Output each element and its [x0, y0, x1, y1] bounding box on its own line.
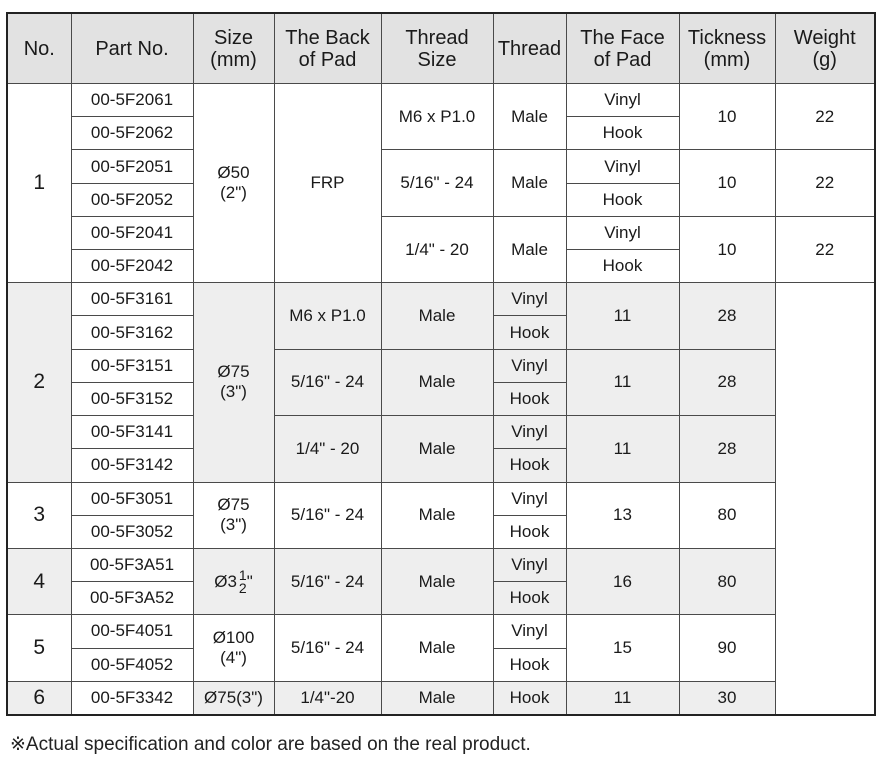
weight-cell: 22: [775, 216, 875, 282]
weight-cell: 22: [775, 84, 875, 150]
table-row: [7, 349, 875, 382]
size-cell: [193, 615, 274, 681]
face-of-pad-cell: Vinyl: [566, 216, 679, 249]
table-row: [7, 84, 875, 117]
thickness-cell: 15: [566, 615, 679, 681]
thread-size-cell: 5/16" - 24: [274, 548, 381, 614]
face-of-pad-cell: Hook: [493, 515, 566, 548]
part-number: 00-5F3A52: [71, 582, 193, 615]
thickness-cell: 10: [679, 84, 775, 150]
face-of-pad-cell: Vinyl: [566, 150, 679, 183]
thread-size-cell: 1/4"-20: [274, 681, 381, 715]
weight-cell: 80: [679, 482, 775, 548]
table-row: [7, 283, 875, 316]
thread-cell: Male: [493, 150, 566, 216]
table-row: [7, 150, 875, 183]
part-number: 00-5F3052: [71, 515, 193, 548]
group-number: 2: [7, 283, 71, 482]
footnote: ※Actual specification and color are based on the real product.: [10, 734, 531, 755]
back-of-pad-cell: FRP: [274, 84, 381, 283]
header-thickness: Tickness (mm): [679, 13, 775, 84]
part-number: 00-5F4051: [71, 615, 193, 648]
face-of-pad-cell: Hook: [566, 183, 679, 216]
thread-size-cell: M6 x P1.0: [274, 283, 381, 349]
size-line: Ø75(3"): [204, 687, 263, 707]
thread-cell: Male: [381, 482, 493, 548]
thread-cell: Male: [493, 216, 566, 282]
thread-size-cell: M6 x P1.0: [381, 84, 493, 150]
size-cell: [193, 84, 274, 283]
weight-cell: 28: [679, 416, 775, 482]
thickness-cell: 13: [566, 482, 679, 548]
header-back-of-pad: The Back of Pad: [274, 13, 381, 84]
part-number: 00-5F3161: [71, 283, 193, 316]
thread-size-cell: 5/16" - 24: [274, 482, 381, 548]
thread-size-cell: 1/4" - 20: [381, 216, 493, 282]
table-header: [7, 13, 875, 84]
table-row: [7, 548, 875, 581]
size-line: Ø75: [217, 495, 250, 515]
thickness-cell: 11: [566, 283, 679, 349]
thickness-cell: 11: [566, 681, 679, 715]
group-number: 3: [7, 482, 71, 548]
part-number: 00-5F3152: [71, 382, 193, 415]
size-line: (3"): [220, 382, 247, 402]
face-of-pad-cell: Vinyl: [493, 548, 566, 581]
face-of-pad-cell: Vinyl: [493, 416, 566, 449]
face-of-pad-cell: Vinyl: [493, 482, 566, 515]
fraction-denominator: 2: [238, 579, 247, 596]
face-of-pad-cell: Hook: [493, 648, 566, 681]
face-of-pad-cell: Hook: [493, 681, 566, 715]
face-of-pad-cell: Hook: [493, 449, 566, 482]
size-cell: [193, 283, 274, 482]
group-number: 4: [7, 548, 71, 614]
group-4: [7, 548, 875, 614]
size-cell: [193, 482, 274, 548]
table-row: [7, 482, 875, 515]
header-no: No.: [7, 13, 71, 84]
face-of-pad-cell: Vinyl: [493, 349, 566, 382]
header-thread-size: Thread Size: [381, 13, 493, 84]
size-value: [214, 566, 253, 596]
thread-size-cell: 5/16" - 24: [274, 349, 381, 415]
size-cell: [193, 681, 274, 715]
group-2: [7, 283, 875, 482]
thickness-cell: 10: [679, 150, 775, 216]
header-size: Size (mm): [193, 13, 274, 84]
thread-cell: Male: [381, 615, 493, 681]
face-of-pad-cell: Vinyl: [566, 84, 679, 117]
thread-cell: Male: [381, 283, 493, 349]
group-number: 6: [7, 681, 71, 715]
size-whole: Ø3: [214, 571, 237, 591]
fraction-numerator: 1: [238, 566, 247, 583]
header-thread: Thread: [493, 13, 566, 84]
table-row: [7, 216, 875, 249]
size-cell: [193, 548, 274, 614]
size-line: (4"): [220, 648, 247, 668]
part-number: 00-5F2042: [71, 250, 193, 283]
thread-cell: Male: [381, 416, 493, 482]
face-of-pad-cell: Hook: [493, 316, 566, 349]
face-of-pad-cell: Hook: [566, 117, 679, 150]
thread-cell: Male: [381, 681, 493, 715]
thread-size-cell: 1/4" - 20: [274, 416, 381, 482]
part-number: 00-5F3342: [71, 681, 193, 715]
face-of-pad-cell: Hook: [566, 250, 679, 283]
header-weight: Weight (g): [775, 13, 875, 84]
part-number: 00-5F3051: [71, 482, 193, 515]
size-line: Ø50: [217, 163, 250, 183]
part-number: 00-5F3151: [71, 349, 193, 382]
thickness-cell: 11: [566, 416, 679, 482]
part-number: 00-5F2052: [71, 183, 193, 216]
face-of-pad-cell: Hook: [493, 582, 566, 615]
thread-size-cell: 5/16" - 24: [274, 615, 381, 681]
part-number: 00-5F3142: [71, 449, 193, 482]
weight-cell: 28: [679, 349, 775, 415]
table-row: [7, 615, 875, 648]
weight-cell: 22: [775, 150, 875, 216]
part-number: 00-5F4052: [71, 648, 193, 681]
part-number: 00-5F2051: [71, 150, 193, 183]
part-number: 00-5F3A51: [71, 548, 193, 581]
size-fraction: [238, 566, 247, 596]
thread-cell: Male: [381, 349, 493, 415]
group-5: [7, 615, 875, 681]
header-part-no: Part No.: [71, 13, 193, 84]
part-number: 00-5F3162: [71, 316, 193, 349]
header-face-of-pad: The Face of Pad: [566, 13, 679, 84]
weight-cell: 80: [679, 548, 775, 614]
thickness-cell: 11: [566, 349, 679, 415]
size-line: Ø100: [212, 628, 255, 648]
face-of-pad-cell: Vinyl: [493, 283, 566, 316]
group-number: 5: [7, 615, 71, 681]
spec-table: [6, 12, 876, 716]
thickness-cell: 16: [566, 548, 679, 614]
group-6: [7, 681, 875, 715]
thread-cell: Male: [381, 548, 493, 614]
thickness-cell: 10: [679, 216, 775, 282]
group-3: [7, 482, 875, 548]
table-row: [7, 416, 875, 449]
group-number: 1: [7, 84, 71, 283]
part-number: 00-5F2041: [71, 216, 193, 249]
size-line: (3"): [220, 515, 247, 535]
part-number: 00-5F3141: [71, 416, 193, 449]
weight-cell: 28: [679, 283, 775, 349]
face-of-pad-cell: Vinyl: [493, 615, 566, 648]
thread-cell: Male: [493, 84, 566, 150]
group-1: [7, 84, 875, 283]
size-line: Ø75: [217, 362, 250, 382]
size-inch-mark: ": [246, 571, 253, 591]
part-number: 00-5F2062: [71, 117, 193, 150]
part-number: 00-5F2061: [71, 84, 193, 117]
size-line: (2"): [220, 183, 247, 203]
weight-cell: 30: [679, 681, 775, 715]
face-of-pad-cell: Hook: [493, 382, 566, 415]
thread-size-cell: 5/16" - 24: [381, 150, 493, 216]
table-row: [7, 681, 875, 715]
weight-cell: 90: [679, 615, 775, 681]
